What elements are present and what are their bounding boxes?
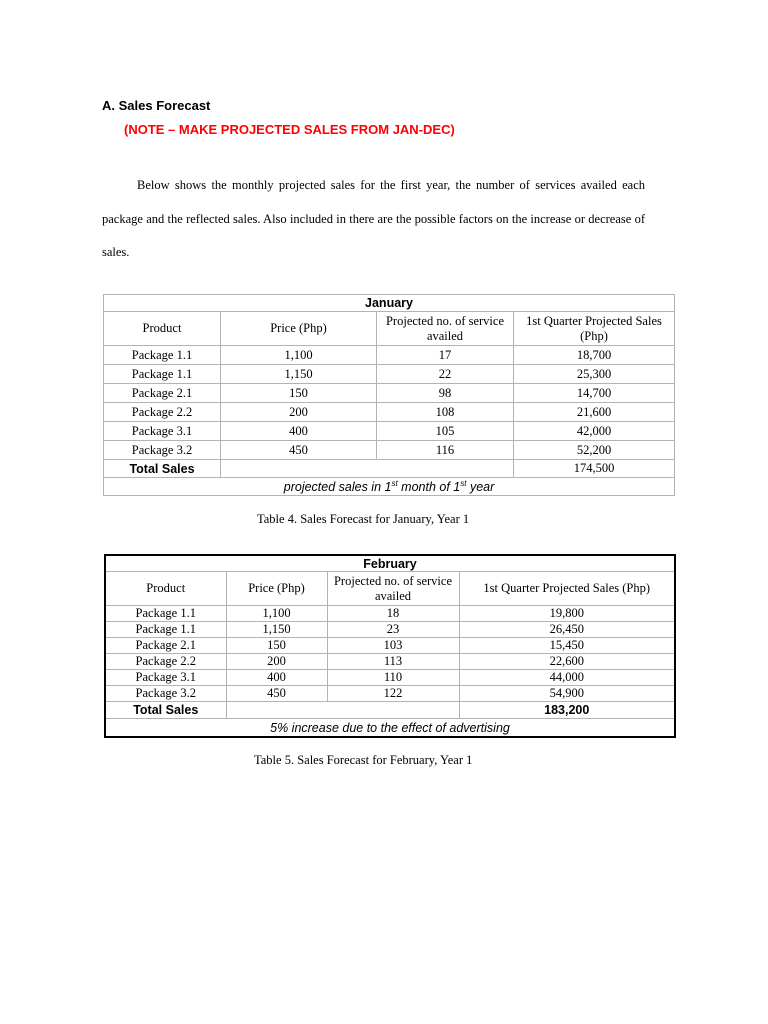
table-cell: Package 3.1 [105,670,226,686]
table-cell: 1,150 [221,365,377,384]
table-cell: 54,900 [459,686,675,702]
column-header-price: Price (Php) [226,572,327,606]
table-title: February [105,555,675,572]
column-header-product: Product [105,572,226,606]
footnote-superscript: st [391,478,398,488]
table-cell: Package 3.2 [104,441,221,460]
intro-text: Below shows the monthly projected sales for the first year, the number of services availed each package and the reflected sales. Also included in there are the possible factors on the increase or decrease of sales. [102,178,645,259]
table-cell: 19,800 [459,606,675,622]
table-cell: 21,600 [514,403,675,422]
table-body [105,606,675,702]
column-header-service-availed: Projected no. of service availed [377,312,514,346]
table-cell: Package 2.2 [105,654,226,670]
table-cell: 200 [226,654,327,670]
table-cell: 113 [327,654,459,670]
table-cell: 25,300 [514,365,675,384]
table-cell: 42,000 [514,422,675,441]
table-cell: 110 [327,670,459,686]
table-cell: 15,450 [459,638,675,654]
table-cell: 52,200 [514,441,675,460]
table-row [104,403,675,422]
table-row [104,365,675,384]
january-sales-table [103,294,675,496]
column-header-projected-sales: 1st Quarter Projected Sales (Php) [459,572,675,606]
table-row [104,384,675,403]
column-header-projected-sales: 1st Quarter Projected Sales (Php) [514,312,675,346]
table-row [105,606,675,622]
table-cell: 105 [377,422,514,441]
total-sales-value: 174,500 [514,460,675,478]
table-title: January [104,295,675,312]
table-cell: 1,100 [221,346,377,365]
table-cell: Package 2.1 [105,638,226,654]
table-cell: 17 [377,346,514,365]
table-cell: 1,100 [226,606,327,622]
table-row [104,422,675,441]
table-cell: 400 [221,422,377,441]
table-cell: 150 [226,638,327,654]
table-cell: 116 [377,441,514,460]
table-cell: 44,000 [459,670,675,686]
table-cell: Package 1.1 [104,365,221,384]
table-cell: Package 1.1 [104,346,221,365]
table-row [105,670,675,686]
intro-paragraph [102,169,645,270]
table-row [105,686,675,702]
total-blank-cell [226,702,459,719]
total-sales-label: Total Sales [105,702,226,719]
table-body [104,346,675,460]
table-row [104,441,675,460]
february-sales-table [104,554,676,738]
table-row [105,654,675,670]
total-sales-label: Total Sales [104,460,221,478]
table-cell: 18 [327,606,459,622]
table-row [105,638,675,654]
table-cell: 1,150 [226,622,327,638]
table-cell: 22 [377,365,514,384]
footnote-part: month of 1 [397,480,461,495]
table-footnote [104,478,675,496]
table-cell: 122 [327,686,459,702]
table-cell: Package 3.2 [105,686,226,702]
table-cell: Package 3.1 [104,422,221,441]
note-text: (NOTE – MAKE PROJECTED SALES FROM JAN-DEC) [124,122,455,137]
table-cell: 200 [221,403,377,422]
table-row [104,346,675,365]
table-cell: 23 [327,622,459,638]
table-cell: 150 [221,384,377,403]
table-cell: Package 2.2 [104,403,221,422]
footnote-superscript: st [460,478,467,488]
table-cell: 450 [221,441,377,460]
footnote-part: projected sales in 1 [283,480,392,495]
table-caption-february: Table 5. Sales Forecast for February, Year 1 [254,753,473,767]
table-row [105,622,675,638]
table-cell: Package 1.1 [105,606,226,622]
table-cell: 103 [327,638,459,654]
table-cell: 14,700 [514,384,675,403]
section-heading: A. Sales Forecast [102,98,211,113]
column-header-price: Price (Php) [221,312,377,346]
total-blank-cell [221,460,514,478]
footnote-part: year [466,480,495,495]
table-cell: 26,450 [459,622,675,638]
table-cell: 400 [226,670,327,686]
table-cell: Package 1.1 [105,622,226,638]
table-footnote: 5% increase due to the effect of advertising [105,719,675,738]
table-cell: 18,700 [514,346,675,365]
table-cell: Package 2.1 [104,384,221,403]
table-cell: 450 [226,686,327,702]
table-caption-january: Table 4. Sales Forecast for January, Year 1 [257,512,470,526]
table-cell: 98 [377,384,514,403]
column-header-service-availed: Projected no. of service availed [327,572,459,606]
column-header-product: Product [104,312,221,346]
table-cell: 108 [377,403,514,422]
table-cell: 22,600 [459,654,675,670]
total-sales-value: 183,200 [459,702,675,719]
